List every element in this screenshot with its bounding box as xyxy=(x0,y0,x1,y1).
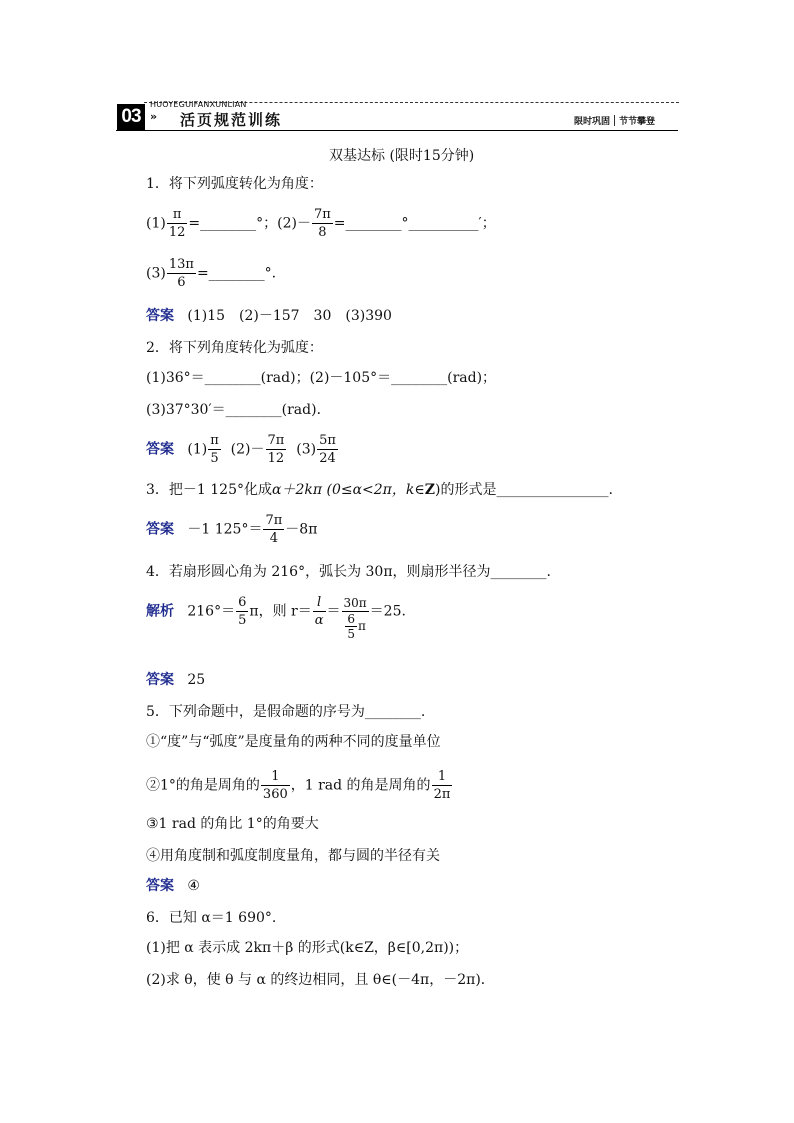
q4-analysis-mid: π，则 r＝ xyxy=(249,603,312,620)
q5-fraction-1-360 xyxy=(261,768,290,803)
q4-stem: 4．若扇形圆心角为 216°，弧长为 30π，则扇形半径为________. xyxy=(146,564,551,580)
q2-answer-fraction-2 xyxy=(266,432,287,467)
double-chevron-icon: » xyxy=(150,110,158,123)
q3-answer-lhs: －1 125°＝ xyxy=(187,521,263,538)
fraction-numerator: 13π xyxy=(168,257,194,272)
answer-label: 答案 xyxy=(146,878,174,894)
q3-stem-start: 3．把－1 125°化成 xyxy=(146,482,272,498)
q4-answer-line xyxy=(146,672,205,688)
fraction-denominator: 12 xyxy=(168,225,186,240)
fraction-denominator: 360 xyxy=(262,787,288,802)
answer-label: 答案 xyxy=(146,672,174,688)
fraction-numerator xyxy=(313,594,326,612)
fraction-numerator: 6 xyxy=(238,595,247,610)
q4-analysis-line xyxy=(146,594,406,641)
q4-inner-pi: π xyxy=(357,618,366,633)
q1-part2-blank: =________°__________′； xyxy=(333,215,496,232)
q5-option-3: ③1 rad 的角比 1°的角要大 xyxy=(146,816,319,832)
fraction-denominator: 2π xyxy=(433,787,451,802)
fraction-numerator: 7π xyxy=(313,207,331,222)
q2-stem: 2．将下列角度转化为弧度： xyxy=(146,340,323,356)
q3-stem-formula: α＋2kπ (0≤α<2π，k∈ xyxy=(272,482,425,498)
q5-answer: ④ xyxy=(187,878,200,894)
fraction-numerator: 1 xyxy=(432,768,453,786)
q1-part2-label: (2)－ xyxy=(277,215,311,232)
header-tag-left: 限时巩固 xyxy=(574,117,611,127)
q3-answer-fraction xyxy=(263,512,284,547)
fraction-numerator: 6 xyxy=(347,611,355,626)
q2-answer-line xyxy=(146,432,339,467)
fraction-denominator: 8 xyxy=(318,225,327,240)
header-title: 活页规范训练 xyxy=(180,111,283,129)
q4-fraction-six-fifths xyxy=(236,594,248,629)
q1-fraction-3 xyxy=(167,256,196,291)
q3-answer-line xyxy=(146,512,317,547)
q3-answer-tail: －8π xyxy=(285,521,318,538)
fraction-denominator: 5 xyxy=(238,613,247,628)
q2-answer-fraction-1 xyxy=(208,432,221,467)
q1-stem: 1．将下列弧度转化为角度： xyxy=(146,176,323,192)
header-tag-separator xyxy=(614,115,615,126)
q2-answer-fraction-3 xyxy=(317,432,338,467)
fraction-denominator: 5 xyxy=(347,626,355,641)
fraction-denominator: 24 xyxy=(319,451,336,466)
q1-fraction-1 xyxy=(167,206,188,241)
q1-answer-line xyxy=(146,308,392,324)
q3-integers-symbol: Z xyxy=(424,482,435,498)
q5-option-4: ④用角度制和弧度制度量角，都与圆的半径有关 xyxy=(146,848,440,864)
variable-alpha: α xyxy=(314,613,324,628)
q6-part-1: (1)把 α 表示成 2kπ＋β 的形式(k∈Z，β∈[0,2π))； xyxy=(146,940,469,956)
q1-part3-blank: =________°. xyxy=(196,265,277,282)
header-rule xyxy=(116,130,678,131)
chapter-badge: 03 xyxy=(117,104,145,130)
fraction-denominator xyxy=(313,612,326,629)
q5-fraction-1-2pi xyxy=(432,768,453,803)
fraction-numerator: 7π xyxy=(265,513,283,528)
fraction-numerator: 7π xyxy=(267,433,285,448)
q1-part1-label: (1) xyxy=(146,215,166,232)
q3-stem xyxy=(146,482,613,498)
q2-line1: (1)36°＝________(rad)；(2)－105°＝________(rad)； xyxy=(146,370,497,386)
q1-line2 xyxy=(146,256,276,291)
fraction-denominator: 12 xyxy=(267,451,285,466)
fraction-numerator: 30π xyxy=(343,595,367,610)
q4-equals: ＝ xyxy=(326,603,341,620)
fraction-numerator: 1 xyxy=(261,768,290,786)
q4-fraction-l-over-alpha xyxy=(313,594,326,629)
q4-compound-fraction xyxy=(342,596,369,641)
q6-part-2: (2)求 θ，使 θ 与 α 的终边相同，且 θ∈(－4π，－2π)． xyxy=(146,972,495,988)
fraction-numerator: π xyxy=(167,206,188,224)
fraction-denominator: 5 xyxy=(210,451,219,466)
q5-option-1: ①“度”与“弧度”是度量角的两种不同的度量单位 xyxy=(146,734,441,750)
q4-inner-fraction xyxy=(345,612,357,641)
answer-label: 答案 xyxy=(146,521,174,538)
q6-stem: 6．已知 α＝1 690°. xyxy=(146,910,277,926)
answer-label: 答案 xyxy=(146,441,174,458)
q2-answer-part1-label: (1) xyxy=(187,441,208,458)
header-pinyin: HUOYEGUIFANXUNLIAN xyxy=(150,100,247,109)
answer-label: 答案 xyxy=(146,308,174,324)
header-tag-right: 节节攀登 xyxy=(619,117,656,127)
fraction-denominator: 6 xyxy=(177,275,186,290)
q1-part1-blank: =________°； xyxy=(188,215,278,232)
q1-line1 xyxy=(146,206,496,241)
q2-answer-part3-label: (3) xyxy=(296,441,317,458)
q5-option-2 xyxy=(146,768,453,803)
section-title: 双基达标 (限时15分钟) xyxy=(329,148,475,164)
q5-stem: 5．下列命题中，是假命题的序号为________. xyxy=(146,704,426,720)
q2-line2: (3)37°30′＝________(rad)． xyxy=(146,402,331,418)
q4-answer: 25 xyxy=(187,672,206,688)
fraction-numerator: 5π xyxy=(319,433,336,448)
q5-option-2-start: ②1°的角是周角的 xyxy=(146,777,260,794)
fraction-numerator: π xyxy=(210,433,219,448)
q4-analysis-start: 216°＝ xyxy=(187,603,236,620)
q1-part3-label: (3) xyxy=(146,265,166,282)
q5-answer-line xyxy=(146,878,200,894)
fraction-denominator: 4 xyxy=(269,531,278,546)
variable-l: l xyxy=(317,595,322,610)
fraction-denominator xyxy=(342,612,369,641)
q2-answer-part2-label: (2)－ xyxy=(230,441,265,458)
analysis-label: 解析 xyxy=(146,603,174,620)
header-right-tags xyxy=(574,114,655,127)
q5-option-2-mid: ，1 rad 的角是周角的 xyxy=(290,777,431,794)
q4-analysis-result: ＝25. xyxy=(369,603,406,620)
q1-answer: (1)15 (2)－157 30 (3)390 xyxy=(187,308,392,324)
q3-stem-end: )的形式是________________. xyxy=(434,482,613,498)
q1-fraction-2 xyxy=(312,206,333,241)
